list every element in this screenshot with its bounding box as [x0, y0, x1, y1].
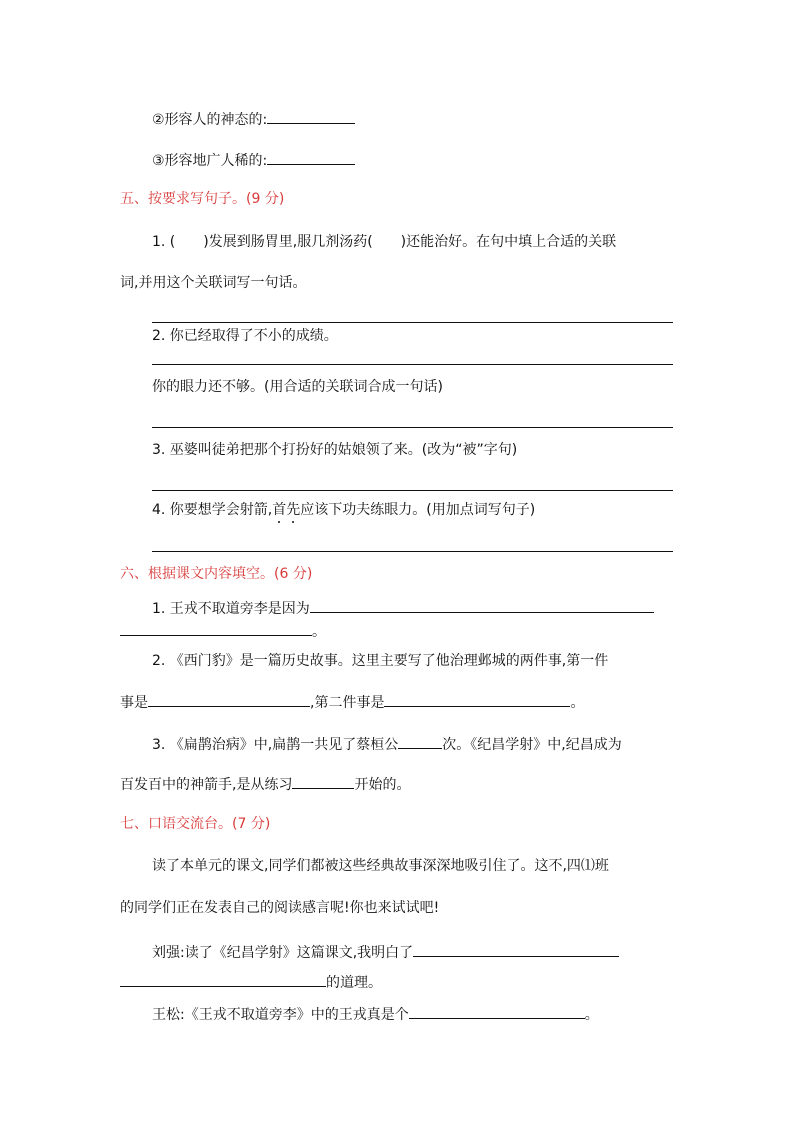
answer-line[interactable]	[152, 427, 673, 428]
answer-blank[interactable]	[384, 690, 570, 707]
question-6-3-line2: 百发百中的神箭手,是从练习 开始的。	[120, 772, 410, 795]
item-2	[152, 107, 355, 130]
section-5-heading: 五、按要求写句子。(9 分)	[120, 191, 285, 207]
item-3-text: ③形容地广人稀的:	[152, 153, 268, 169]
answer-blank[interactable]	[398, 732, 442, 749]
answer-line[interactable]	[152, 364, 673, 365]
answer-blank[interactable]	[267, 107, 355, 124]
question-5-2-line2: 你的眼力还不够。(用合适的关联词合成一句话)	[152, 379, 443, 395]
emphasis-dot-char: 先	[286, 502, 301, 518]
question-5-1: 1. ( )发展到肠胃里,服几剂汤药( )还能治好。在句中填上合适的关联	[152, 234, 617, 250]
answer-blank[interactable]	[120, 619, 312, 636]
question-6-3: 3. 《扁鹊治病》中,扁鹊一共见了蔡桓公 次。《纪昌学射》中,纪昌成为	[152, 732, 622, 755]
speaker-wang-song: 王松:《王戎不取道旁李》中的王戎真是个 。	[152, 1002, 599, 1025]
answer-blank[interactable]	[120, 970, 326, 987]
answer-line[interactable]	[152, 551, 673, 552]
answer-line[interactable]	[152, 490, 673, 491]
question-5-2: 2. 你已经取得了不小的成绩。	[152, 328, 338, 344]
answer-blank[interactable]	[413, 940, 619, 957]
answer-blank[interactable]	[292, 772, 354, 789]
answer-blank[interactable]	[148, 690, 310, 707]
paragraph-intro: 读了本单元的课文,同学们都被这些经典故事深深地吸引住了。这不,四⑴班	[152, 858, 609, 874]
question-6-2-line2: 事是 ,第二件事是 。	[120, 690, 584, 713]
item-2-text: ②形容人的神态的:	[152, 112, 268, 128]
speaker-liu-qiang: 刘强:读了《纪昌学射》这篇课文,我明白了	[152, 940, 619, 963]
answer-line[interactable]	[152, 322, 673, 323]
speaker-liu-qiang-line2: 的道理。	[120, 970, 382, 993]
answer-blank[interactable]	[409, 1002, 585, 1019]
answer-blank[interactable]	[267, 148, 355, 165]
answer-blank[interactable]	[310, 596, 654, 613]
question-5-1-line2: 词,并用这个关联词写一句话。	[120, 275, 307, 291]
section-6-heading: 六、根据课文内容填空。(6 分)	[120, 566, 313, 582]
item-3	[152, 148, 355, 171]
question-6-2: 2. 《西门豹》是一篇历史故事。这里主要写了他治理邺城的两件事,第一件	[152, 653, 609, 669]
question-5-3: 3. 巫婆叫徒弟把那个打扮好的姑娘领了来。(改为“被”字句)	[152, 442, 518, 458]
question-6-1: 1. 王戎不取道旁李是因为	[152, 596, 654, 619]
section-7-heading: 七、口语交流台。(7 分)	[120, 816, 271, 832]
paragraph-intro-line2: 的同学们正在发表自己的阅读感言呢!你也来试试吧!	[120, 900, 440, 916]
emphasis-dot-char: 首	[272, 502, 287, 518]
question-6-1-line2: 。	[120, 619, 326, 642]
question-5-4: 4. 你要想学会射箭,首先应该下功夫练眼力。(用加点词写句子)	[152, 502, 536, 518]
